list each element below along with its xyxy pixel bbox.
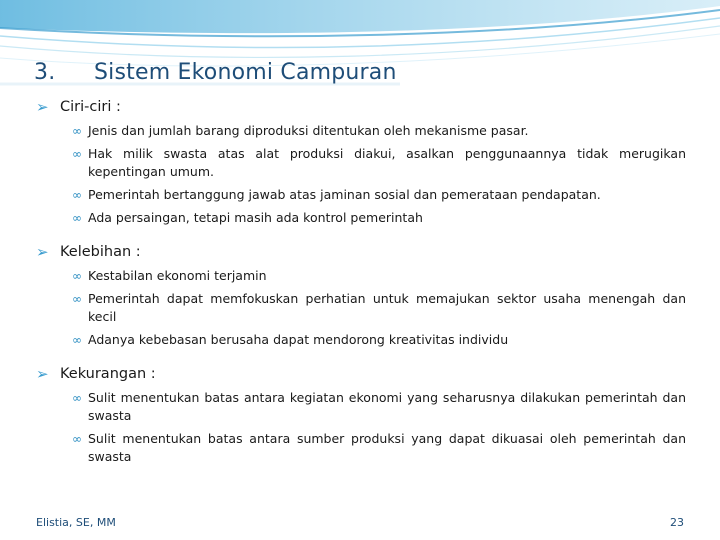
- slide-title-text: Sistem Ekonomi Campuran: [94, 60, 397, 85]
- swoosh-bullet-icon: ∞: [72, 391, 82, 405]
- swoosh-bullet-icon: ∞: [72, 432, 82, 446]
- swoosh-bullet-icon: ∞: [72, 188, 82, 202]
- section-kelebihan: [36, 243, 686, 349]
- slide-content: [36, 98, 686, 482]
- slide-title: [34, 60, 397, 85]
- arrow-icon: ➢: [36, 243, 49, 261]
- list-item: ∞ Pemerintah bertanggung jawab atas jaminan sosial dan pemerataan pendapatan.: [72, 187, 601, 202]
- section-heading: Ciri-ciri :: [60, 99, 121, 115]
- arrow-icon: ➢: [36, 98, 49, 116]
- arrow-icon: ➢: [36, 365, 49, 383]
- section-kekurangan: [36, 365, 686, 466]
- swoosh-bullet-icon: ∞: [72, 333, 82, 347]
- list-item: ∞ Sulit menentukan batas antara sumber produksi yang dapat dikuasai oleh pemerintah dan swasta: [72, 431, 686, 464]
- list-item: ∞ Kestabilan ekonomi terjamin: [72, 268, 267, 283]
- list-item: ∞ Ada persaingan, tetapi masih ada kontrol pemerintah: [72, 210, 423, 225]
- swoosh-bullet-icon: ∞: [72, 211, 82, 225]
- swoosh-bullet-icon: ∞: [72, 269, 82, 283]
- section-heading: Kelebihan :: [60, 244, 141, 260]
- section-heading: Kekurangan :: [60, 366, 156, 382]
- list-item: ∞ Adanya kebebasan berusaha dapat mendorong kreativitas individu: [72, 332, 509, 347]
- list-item: ∞ Pemerintah dapat memfokuskan perhatian untuk memajukan sektor usaha menengah dan kecil: [72, 291, 686, 324]
- slide-number: 3.: [34, 60, 56, 85]
- swoosh-bullet-icon: ∞: [72, 124, 82, 138]
- page-number: 23: [670, 516, 684, 529]
- swoosh-bullet-icon: ∞: [72, 147, 82, 161]
- list-item: ∞ Jenis dan jumlah barang diproduksi ditentukan oleh mekanisme pasar.: [72, 123, 529, 138]
- swoosh-bullet-icon: ∞: [72, 292, 82, 306]
- list-item: ∞ Sulit menentukan batas antara kegiatan ekonomi yang seharusnya dilakukan pemerintah dan swasta: [72, 390, 686, 423]
- list-item: ∞ Hak milik swasta atas alat produksi diakui, asalkan penggunaannya tidak merugikan kepentingan umum.: [72, 146, 686, 179]
- section-ciri: [36, 98, 686, 227]
- footer-author: Elistia, SE, MM: [36, 516, 116, 529]
